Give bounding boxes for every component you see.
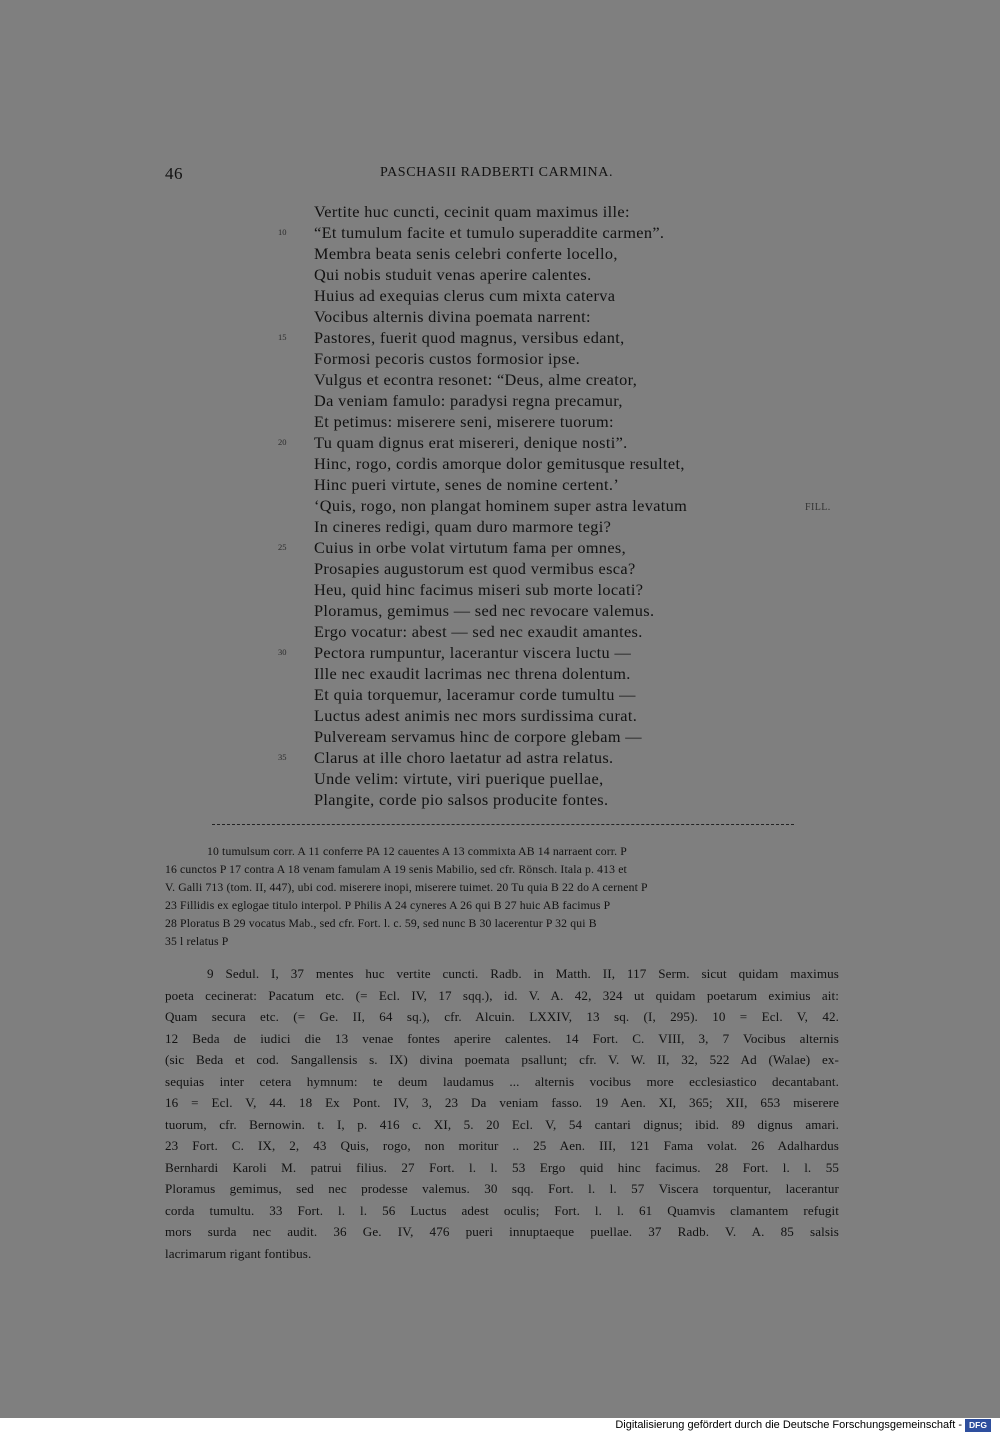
apparatus-line: V. Galli 713 (tom. II, 447), ubi cod. miserere inopi, miserere tuimet. 20 Tu quia B 22 do A cernent P: [165, 881, 648, 894]
verse-text: Cuius in orbe volat virtutum fama per omnes,: [314, 538, 627, 557]
verse-text: Qui nobis studuit venas aperire calentes.: [314, 265, 592, 284]
verse-text: Vertite huc cuncti, cecinit quam maximus ille:: [314, 202, 630, 221]
verse-line: [278, 222, 838, 243]
poem-body: [278, 201, 838, 810]
verse-text: Unde velim: virtute, viri puerique puellae,: [314, 769, 604, 788]
source-note-line: 23 Fort. C. IX, 2, 43 Quis, rogo, non moritur .. 25 Aen. III, 121 Fama volat. 26 Adalhardus: [165, 1138, 839, 1153]
verse-text: In cineres redigi, quam duro marmore tegi?: [314, 517, 612, 536]
verse-text: Et quia torquemur, laceramur corde tumultu —: [314, 685, 636, 704]
verse-line: [278, 390, 838, 411]
verse-number: 15: [278, 332, 287, 342]
verse-text: “Et tumulum facite et tumulo superaddite carmen”.: [314, 223, 665, 242]
verse-number: 30: [278, 647, 287, 657]
verse-text: Pectora rumpuntur, lacerantur viscera luctu —: [314, 643, 632, 662]
verse-line: [278, 243, 838, 264]
source-note-line: Quam secura etc. (= Ge. II, 64 sq.), cfr. Alcuin. LXXIV, 13 sq. (I, 295). 10 = Ecl. V, 42.: [165, 1009, 839, 1024]
verse-line: [278, 495, 838, 516]
apparatus-line: 23 Fillidis ex eglogae titulo interpol. P Philis A 24 cyneres A 26 qui B 27 huic AB facimus P: [165, 899, 611, 912]
verse-text: Pastores, fuerit quod magnus, versibus edant,: [314, 328, 625, 347]
verse-line: [278, 369, 838, 390]
footer-band: [0, 1418, 1000, 1434]
apparatus-line: 16 cunctos P 17 contra A 18 venam famulam A 19 senis Mabilio, sed cfr. Rönsch. Itala p. 413 et: [165, 863, 627, 876]
verse-line: [278, 264, 838, 285]
verse-line: [278, 768, 838, 789]
verse-line: [278, 600, 838, 621]
page-header: [165, 164, 620, 186]
verse-number: 25: [278, 542, 287, 552]
verse-text: Plangite, corde pio salsos producite fontes.: [314, 790, 609, 809]
dfg-logo-icon: DFG: [965, 1419, 991, 1432]
verse-text: Membra beata senis celebri conferte locello,: [314, 244, 618, 263]
verse-text: Da veniam famulo: paradysi regna precamur,: [314, 391, 623, 410]
verse-line: [278, 558, 838, 579]
verse-line: [278, 726, 838, 747]
verse-text: Ille nec exaudit lacrimas nec threna dolentum.: [314, 664, 631, 683]
apparatus-line: 10 tumulsum corr. A 11 conferre PA 12 cauentes A 13 commixta AB 14 narraent corr. P: [207, 845, 627, 858]
source-note-line: lacrimarum rigant fontibus.: [165, 1245, 312, 1261]
source-note-line: Ploramus gemimus, sed nec prodesse valemus. 30 sqq. Fort. l. l. 57 Viscera torquentur, lacerantur: [165, 1181, 839, 1196]
verse-text: Pulveream servamus hinc de corpore glebam —: [314, 727, 642, 746]
verse-text: Heu, quid hinc facimus miseri sub morte locati?: [314, 580, 644, 599]
verse-number: 10: [278, 227, 287, 237]
verse-line: [278, 285, 838, 306]
verse-line: [278, 327, 838, 348]
source-notes: [165, 963, 839, 1264]
verse-text: Hinc, rogo, cordis amorque dolor gemitusque resultet,: [314, 454, 685, 473]
source-note-line: poeta cecinerat: Pacatum etc. (= Ecl. IV, 17 sqq.), id. V. A. 42, 324 ut quidam poetarum eximius ait:: [165, 987, 839, 1003]
source-note-line: corda tumultu. 33 Fort. l. l. 56 Luctus adest oculis; Fort. l. l. 61 Quamvis clamantem refugit: [165, 1202, 839, 1218]
separator-rule: [212, 824, 794, 825]
marginal-note: FILL.: [805, 502, 831, 513]
verse-line: [278, 306, 838, 327]
critical-apparatus: [165, 843, 839, 951]
verse-line: [278, 747, 838, 768]
apparatus-line: 28 Ploratus B 29 vocatus Mab., sed cfr. Fort. l. c. 59, sed nunc B 30 lacerentur P 32 qui B: [165, 917, 597, 930]
verse-text: Vulgus et econtra resonet: “Deus, alme creator,: [314, 370, 638, 389]
verse-text: Ergo vocatur: abest — sed nec exaudit amantes.: [314, 622, 643, 641]
verse-line: [278, 201, 838, 222]
source-note-line: sequias inter cetera hymnum: te deum laudamus ... alternis vocibus more ecclesiastico decantabant.: [165, 1073, 839, 1089]
source-note-line: 9 Sedul. I, 37 mentes huc vertite cuncti. Radb. in Matth. II, 117 Serm. sicut quidam maximus: [207, 966, 839, 981]
source-note-line: mors surda nec audit. 36 Ge. IV, 476 pueri innuptaeque puellae. 37 Radb. V. A. 85 salsis: [165, 1224, 839, 1239]
source-note-line: 12 Beda de iudici die 13 venae fontes aperire calentes. 14 Fort. C. VIII, 3, 7 Vocibus alternis: [165, 1030, 839, 1046]
page-number: 46: [165, 164, 183, 183]
verse-text: ‘Quis, rogo, non plangat hominem super astra levatum: [314, 496, 688, 515]
verse-line: [278, 411, 838, 432]
funding-credit: Digitalisierung gefördert durch die Deutsche Forschungsgemeinschaft -: [615, 1419, 962, 1431]
verse-text: Vocibus alternis divina poemata narrent:: [314, 307, 591, 326]
verse-number: 35: [278, 752, 287, 762]
verse-text: Clarus at ille choro laetatur ad astra relatus.: [314, 748, 614, 767]
verse-line: [278, 642, 838, 663]
verse-line: [278, 474, 838, 495]
verse-line: [278, 516, 838, 537]
verse-line: [278, 579, 838, 600]
verse-text: Tu quam dignus erat misereri, denique nosti”.: [314, 433, 628, 452]
verse-number: 20: [278, 437, 287, 447]
verse-text: Et petimus: miserere seni, miserere tuorum:: [314, 412, 614, 431]
verse-line: [278, 684, 838, 705]
verse-text: Hinc pueri virtute, senes de nomine certent.’: [314, 475, 620, 494]
verse-line: [278, 432, 838, 453]
verse-line: [278, 705, 838, 726]
verse-line: [278, 453, 838, 474]
verse-text: Huius ad exequias clerus cum mixta caterva: [314, 286, 616, 305]
verse-text: Luctus adest animis nec mors surdissima curat.: [314, 706, 638, 725]
verse-text: Formosi pecoris custos formosior ipse.: [314, 349, 581, 368]
verse-line: [278, 663, 838, 684]
source-note-line: Bernhardi Karoli M. patrui filius. 27 Fort. l. l. 53 Ergo quid hinc facimus. 28 Fort. l. l. 55: [165, 1159, 839, 1175]
running-title: PASCHASII RADBERTI CARMINA.: [380, 165, 614, 180]
verse-text: Ploramus, gemimus — sed nec revocare valemus.: [314, 601, 655, 620]
verse-line: [278, 621, 838, 642]
source-note-line: 16 = Ecl. V, 44. 18 Ex Pont. IV, 3, 23 Da veniam fasso. 19 Aen. XI, 365; XII, 653 miserere: [165, 1095, 839, 1110]
verse-text: Prosapies augustorum est quod vermibus esca?: [314, 559, 636, 578]
apparatus-line: 35 l relatus P: [165, 935, 229, 948]
source-note-line: tuorum, cfr. Bernowin. t. I, p. 416 c. XI, 5. 20 Ecl. V, 54 cantari dignus; ibid. 89 dignus amari.: [165, 1116, 839, 1132]
verse-line: [278, 348, 838, 369]
verse-line: [278, 537, 838, 558]
verse-line: [278, 789, 838, 810]
source-note-line: (sic Beda et cod. Sangallensis s. IX) divina poemata psallunt; cfr. V. W. II, 32, 522 Ad (Walae) ex-: [165, 1052, 839, 1067]
